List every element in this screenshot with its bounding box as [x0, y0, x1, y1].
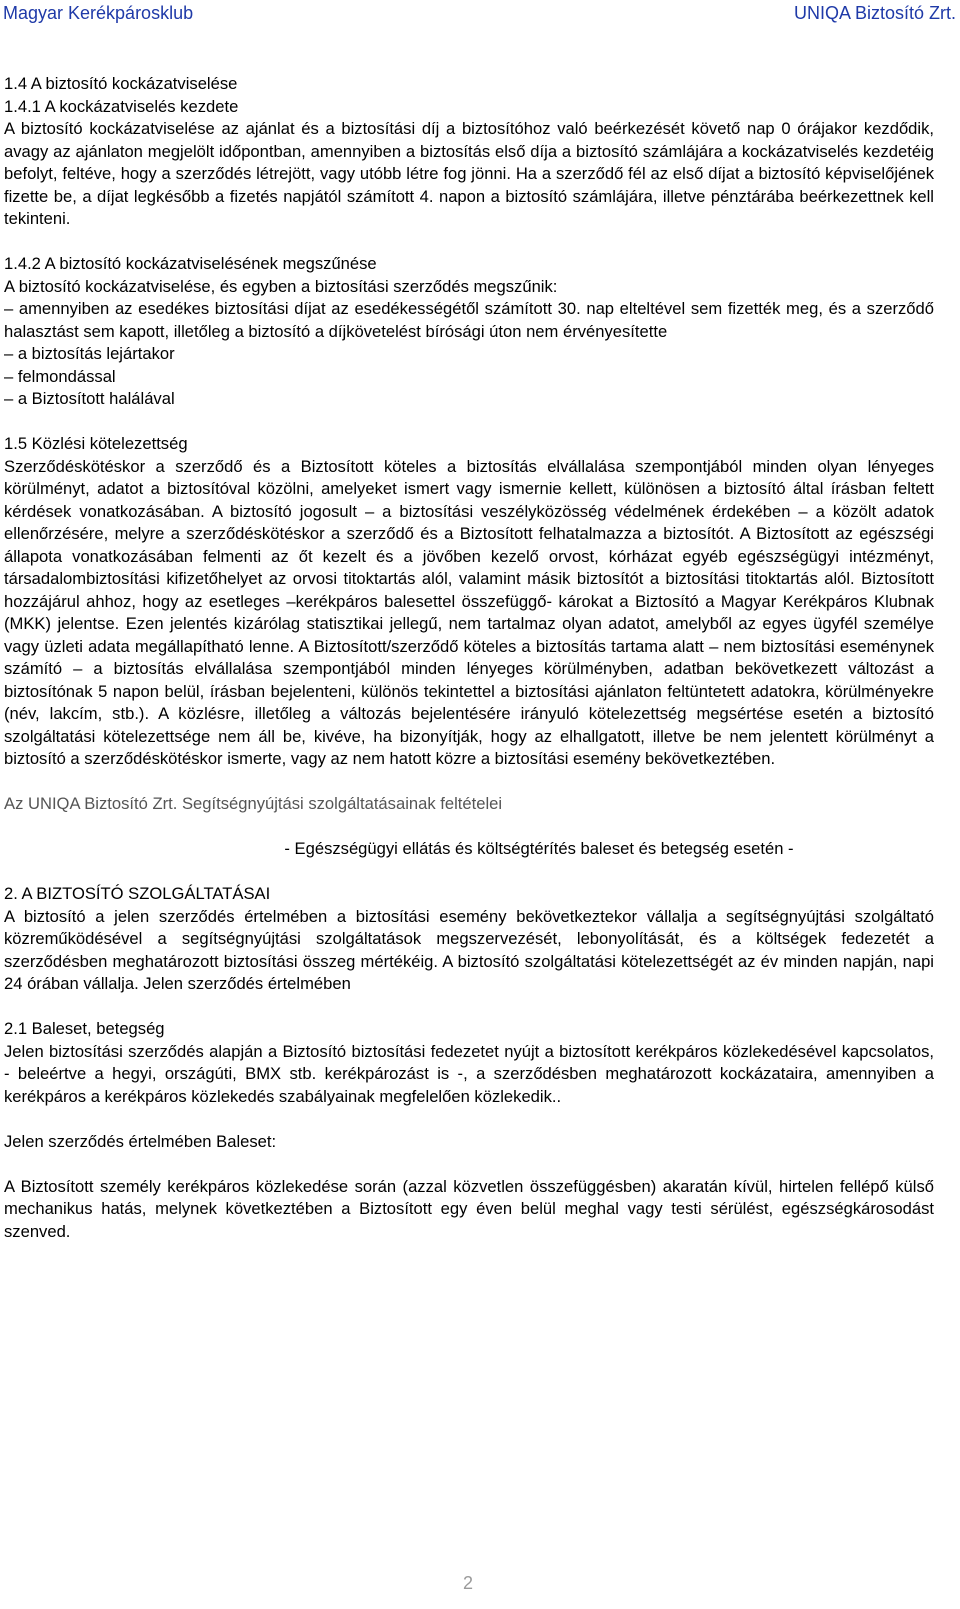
header-right-text: UNIQA Biztosító Zrt.	[793, 3, 956, 23]
termination-item: – a biztosítás lejártakor	[4, 344, 175, 363]
section-1-4-title: 1.4 A biztosító kockázatviselése	[4, 74, 238, 93]
termination-item: – amennyiben az esedékes biztosítási díjat az esedékességétől számított 30. nap elteltével sem fizették meg, és a szerződő halasztást sem kapott, illetőleg a biztosító a díjkövetelést bírósági úton nem érvényesítette	[4, 299, 934, 341]
baleset-label: Jelen szerződés értelmében Baleset:	[4, 1131, 277, 1151]
document-body	[4, 73, 934, 1243]
termination-item: – a Biztosított halálával	[4, 389, 175, 408]
section-2-1-paragraph: Jelen biztosítási szerződés alapján a Biztosító biztosítási fedezetet nyújt a biztosított kerékpáros közlekedésével kapcsolatos, - beleértve a hegyi, országúti, BMX stb. kerékpározást is -, a szerződésben meghatározott kockázataira, amennyiben a kerékpáros a kerékpáros közlekedés szabályainak megfelelően közlekedik..	[4, 1041, 934, 1106]
section-1-4-1-title: 1.4.1 A kockázatviselés kezdete	[4, 96, 239, 116]
page-number: 2	[462, 1573, 473, 1593]
baleset-definition: A Biztosított személy kerékpáros közlekedése során (azzal közvetlen összefüggésben) akaratán kívül, hirtelen fellépő külső mechanikus hatás, melynek következtében a Biztosított egy éven belül meghal vagy testi sérülést, egészségkárosodást szenved.	[4, 1176, 934, 1241]
spacer	[4, 411, 934, 434]
spacer	[4, 231, 934, 254]
section-1-4-2-intro: A biztosító kockázatviselése, és egyben a biztosítási szerződés megszűnik:	[4, 276, 558, 296]
section-2-paragraph: A biztosító a jelen szerződés értelmében a biztosítási esemény bekövetkeztekor vállalja a segítségnyújtási szolgáltató közreműködésével a segítségnyújtási szolgáltatások megszervezését, lebonyolítását, és a költségek fedezetét a szerződésben meghatározott biztosítási összeg mértékéig. A biztosító szolgáltatási kötelezettségét az év minden napján, napi 24 órában vállalja. Jelen szerződés értelmében	[4, 906, 934, 993]
spacer	[4, 816, 934, 839]
header-left-text: Magyar Kerékpárosklub	[3, 3, 194, 23]
spacer	[4, 1153, 934, 1176]
section-1-5-title: 1.5 Közlési kötelezettség	[4, 434, 188, 453]
spacer	[4, 1108, 934, 1131]
uniqa-conditions-subtitle: - Egészségügyi ellátás és költségtérítés baleset és betegség esetén -	[284, 839, 794, 858]
section-2-1-title: 2.1 Baleset, betegség	[4, 1019, 165, 1038]
section-1-4-2-title: 1.4.2 A biztosító kockázatviselésének megszűnése	[4, 254, 377, 273]
spacer	[4, 771, 934, 794]
termination-item: – felmondással	[4, 366, 116, 386]
uniqa-conditions-title: Az UNIQA Biztosító Zrt. Segítségnyújtási szolgáltatásainak feltételei	[4, 794, 503, 813]
spacer	[4, 861, 934, 884]
section-2-title: 2. A BIZTOSÍTÓ SZOLGÁLTATÁSAI	[4, 884, 271, 903]
section-1-4-1-paragraph: A biztosító kockázatviselése az ajánlat és a biztosítási díj a biztosítóhoz való beérkezését követő nap 0 órájakor kezdődik, avagy az ajánlaton megjelölt időpontban, amennyiben a biztosítás első díja a biztosító számlájára a kockázatviselés kezdetéig befolyt, feltéve, hogy a szerződés létrejött, vagy utóbb létre fog jönni. Ha a szerződő fél az első díjat a biztosító képviselőjének fizette be, a díjat legkésőbb a fizetés napjától számított 4. napon a biztosító számlájára, illetve pénztárába beérkezettnek kell tekinteni.	[4, 119, 934, 228]
page-header	[0, 3, 960, 27]
spacer	[4, 996, 934, 1019]
section-1-5-paragraph: Szerződéskötéskor a szerződő és a Biztosított köteles a biztosítás elvállalása szempontjából minden olyan lényeges körülményt, adatot a biztosítóval közölni, amelyeket ismert vagy ismernie kellett, különösen a biztosító által írásban feltett kérdések vonatkozásában. A biztosító jogosult – a biztosítási veszélyközösség védelmének érdekében – a közölt adatok ellenőrzésére, melyre a szerződéskötéskor a szerződő és a Biztosított felhatalmazza a biztosítót. A Biztosított az egészségi állapota vonatkozásában felmenti az őt kezelt és a jövőben kezelő orvost, kórházat egyéb egészségügyi intézményt, társadalombiztosítási kifizetőhelyet az orvosi titoktartás alól, valamint másik biztosítót a biztosítási titoktartás alól. Biztosított hozzájárul ahhoz, hogy az esetleges –kerékpáros balesettel összefüggő- károkat a Biztosító a Magyar Kerékpáros Klubnak (MKK) jelentse. Ezen jelentés kizárólag statisztikai jellegű, nem tartalmaz olyan adatot, amelyből az egyes ügyfél személye vagy üzleti adata megállapítható lenne. A Biztosított/szerződő köteles a biztosítás tartama alatt – nem biztosítási eseménynek számító – a biztosítás elvállalása szempontjából minden lényeges körülményben, adatban bekövetkezett változást a biztosítónak 5 napon belül, írásban bejelenteni, különös tekintettel a biztosítási ajánlaton feltüntetett adatokra, körülményekre (név, lakcím, stb.). A közlésre, illetőleg a változás bejelentésére irányuló kötelezettség megsértése esetén a biztosító szolgáltatási kötelezettsége nem áll be, kivéve, ha bizonyítják, hogy az elhallgatott, illetve be nem jelentett körülményt a biztosító a szerződéskötéskor ismerte, vagy az nem hatott közre a biztosítási esemény bekövetkeztében.	[4, 456, 934, 768]
